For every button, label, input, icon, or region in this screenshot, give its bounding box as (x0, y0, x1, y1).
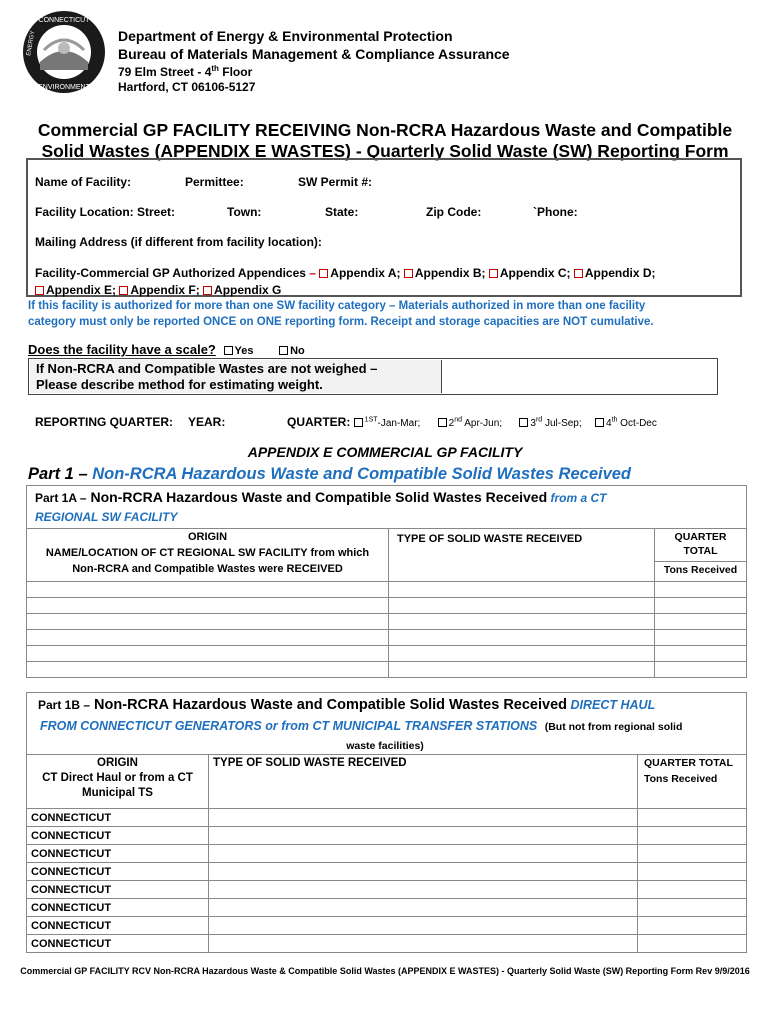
mailing-address-label: Mailing Address (if different from facility location): (35, 235, 322, 249)
q3-checkbox[interactable] (519, 418, 528, 427)
address-line1: 79 Elm Street - 4th Floor (118, 64, 253, 79)
part1b-cell-tons[interactable] (638, 845, 747, 863)
reporting-quarter-label: REPORTING QUARTER: (35, 415, 173, 429)
seal-text-bottom: ENVIRONMENT (38, 84, 90, 91)
table-row (27, 935, 747, 953)
not-weighed-line2: Please describe method for estimating weight. (36, 377, 323, 392)
seal-text-top: CONNECTICUT (38, 17, 90, 24)
part1a-cell-origin[interactable] (27, 662, 389, 678)
part1b-col-type: TYPE OF SOLID WASTE RECEIVED (209, 755, 638, 809)
part1a-cell-tons[interactable] (655, 662, 747, 678)
part1a-cell-type[interactable] (389, 614, 655, 630)
part1b-origin-cell: CONNECTICUT (27, 899, 209, 917)
appendix-heading: APPENDIX E COMMERCIAL GP FACILITY (247, 444, 523, 460)
part1a-cell-origin[interactable] (27, 582, 389, 598)
appendix-a-checkbox[interactable] (319, 269, 328, 278)
part1a-table (26, 528, 747, 678)
part1b-origin-cell: CONNECTICUT (27, 827, 209, 845)
part1a-col-quarter: QUARTER TOTAL Tons Received (655, 529, 747, 582)
part1a-cell-origin[interactable] (27, 646, 389, 662)
part1b-origin-cell: CONNECTICUT (27, 917, 209, 935)
part1a-cell-tons[interactable] (655, 646, 747, 662)
appendices-row1: Facility-Commercial GP Authorized Appendices – Appendix A; Appendix B; Appendix C; Appendix D; (35, 266, 656, 280)
bureau-name: Bureau of Materials Management & Compliance Assurance (118, 46, 510, 62)
part1a-col-type: TYPE OF SOLID WASTE RECEIVED (389, 529, 655, 582)
part1b-col-origin: ORIGIN CT Direct Haul or from a CT Municipal TS (27, 755, 209, 809)
form-title-line2: Solid Wastes (APPENDIX E WASTES) - Quarterly Solid Waste (SW) Reporting Form (41, 141, 729, 161)
table-row (27, 899, 747, 917)
quarter-options: QUARTER: $^{1ST}$-Jan-Mar; 2nd Apr-Jun; 3rd Jul-Sep; 4th Oct-Dec (287, 415, 657, 429)
year-label: YEAR: (188, 415, 226, 429)
table-row (27, 845, 747, 863)
part1b-cell-type[interactable] (209, 899, 638, 917)
part1b-col-quarter: QUARTER TOTAL Tons Received (638, 755, 747, 809)
town-label: Town: (227, 205, 262, 219)
scale-question: Does the facility have a scale? Yes No (28, 342, 305, 357)
q4-checkbox[interactable] (595, 418, 604, 427)
part1a-cell-origin[interactable] (27, 630, 389, 646)
form-footer: Commercial GP FACILITY RCV Non-RCRA Hazardous Waste & Compatible Solid Wastes (APPENDIX E WASTES) - Quarterly Solid Waste (SW) Reporting Form Rev 9/9/2016 (20, 966, 750, 976)
part1a-cell-type[interactable] (389, 662, 655, 678)
dept-name: Department of Energy & Environmental Protection (118, 28, 453, 44)
appendices-row2: Appendix E; Appendix F; Appendix G (35, 283, 281, 297)
phone-label: `Phone: (533, 205, 578, 219)
sw-permit-label: SW Permit #: (298, 175, 373, 189)
table-row (27, 863, 747, 881)
part1a-cell-origin[interactable] (27, 614, 389, 630)
part1a-cell-tons[interactable] (655, 614, 747, 630)
part1b-cell-tons[interactable] (638, 863, 747, 881)
part1a-cell-tons[interactable] (655, 630, 747, 646)
table-row (27, 809, 747, 827)
part1a-cell-type[interactable] (389, 582, 655, 598)
part1b-table (26, 754, 747, 953)
part1b-cell-type[interactable] (209, 827, 638, 845)
zip-label: Zip Code: (426, 205, 482, 219)
part1a-cell-tons[interactable] (655, 582, 747, 598)
part1b-cell-tons[interactable] (638, 881, 747, 899)
estimate-method-input[interactable] (443, 361, 715, 392)
part1b-cell-type[interactable] (209, 881, 638, 899)
part1a-cell-tons[interactable] (655, 598, 747, 614)
part1a-cell-type[interactable] (389, 630, 655, 646)
part1b-cell-type[interactable] (209, 917, 638, 935)
table-row (27, 646, 747, 662)
notice-line2: category must only be reported ONCE on ONE reporting form. Receipt and storage capacities are NOT cumulative. (28, 316, 654, 328)
part1b-cell-type[interactable] (209, 935, 638, 953)
not-weighed-line1: If Non-RCRA and Compatible Wastes are not weighed – (36, 361, 378, 376)
table-row (27, 881, 747, 899)
seal-text-left: ENERGY (26, 30, 37, 57)
permittee-label: Permittee: (185, 175, 244, 189)
table-row (27, 630, 747, 646)
table-row (27, 827, 747, 845)
part1b-cell-type[interactable] (209, 863, 638, 881)
part1b-cell-tons[interactable] (638, 827, 747, 845)
part1b-cell-tons[interactable] (638, 917, 747, 935)
ct-deep-seal-logo (22, 10, 106, 94)
table-row (27, 582, 747, 598)
form-title-line1: Commercial GP FACILITY RECEIVING Non-RCRA Hazardous Waste and Compatible (37, 120, 733, 140)
table-row (27, 662, 747, 678)
part1a-cell-origin[interactable] (27, 598, 389, 614)
table-row (27, 917, 747, 935)
part1a-cell-type[interactable] (389, 646, 655, 662)
part1b-cell-tons[interactable] (638, 935, 747, 953)
part1b-origin-cell: CONNECTICUT (27, 881, 209, 899)
part1b-cell-tons[interactable] (638, 899, 747, 917)
table-row (27, 614, 747, 630)
part1b-origin-cell: CONNECTICUT (27, 863, 209, 881)
part1b-origin-cell: CONNECTICUT (27, 809, 209, 827)
part1a-col-origin: ORIGIN NAME/LOCATION OF CT REGIONAL SW FACILITY from which Non-RCRA and Compatible Wastes were RECEIVED (27, 529, 389, 582)
part1b-note-cont: waste facilities) (346, 740, 424, 752)
part1b-heading-cont: FROM CONNECTICUT GENERATORS or from CT MUNICIPAL TRANSFER STATIONS (But not from regional solid (40, 719, 683, 733)
part1b-cell-tons[interactable] (638, 809, 747, 827)
notice-line1: If this facility is authorized for more than one SW facility category – Materials authorized in more than one facility (28, 300, 646, 312)
q1-checkbox[interactable] (354, 418, 363, 427)
part1a-heading: Part 1A – Non-RCRA Hazardous Waste and Compatible Solid Wastes Received from a CT (35, 489, 607, 505)
appendix-g-checkbox[interactable] (203, 286, 212, 295)
appendix-e-checkbox[interactable] (35, 286, 44, 295)
part1a-cell-type[interactable] (389, 598, 655, 614)
part1b-heading: Part 1B – Non-RCRA Hazardous Waste and Compatible Solid Wastes Received DIRECT HAUL (38, 697, 656, 713)
facility-street-label: Facility Location: Street: (35, 205, 176, 219)
part1b-cell-type[interactable] (209, 809, 638, 827)
appendix-b-checkbox[interactable] (404, 269, 413, 278)
scale-yes-checkbox[interactable] (224, 346, 233, 355)
address-line2: Hartford, CT 06106-5127 (118, 80, 256, 94)
part1b-cell-type[interactable] (209, 845, 638, 863)
appendix-f-checkbox[interactable] (119, 286, 128, 295)
appendix-d-checkbox[interactable] (574, 269, 583, 278)
name-of-facility-label: Name of Facility: (35, 175, 132, 189)
part1b-origin-cell: CONNECTICUT (27, 845, 209, 863)
state-label: State: (325, 205, 359, 219)
table-row (27, 598, 747, 614)
q2-checkbox[interactable] (438, 418, 447, 427)
part1-heading: Part 1 – Non-RCRA Hazardous Waste and Compatible Solid Wastes Received (28, 465, 632, 483)
part1a-heading-cont: REGIONAL SW FACILITY (35, 510, 178, 524)
appendix-c-checkbox[interactable] (489, 269, 498, 278)
scale-no-checkbox[interactable] (279, 346, 288, 355)
part1b-origin-cell: CONNECTICUT (27, 935, 209, 953)
